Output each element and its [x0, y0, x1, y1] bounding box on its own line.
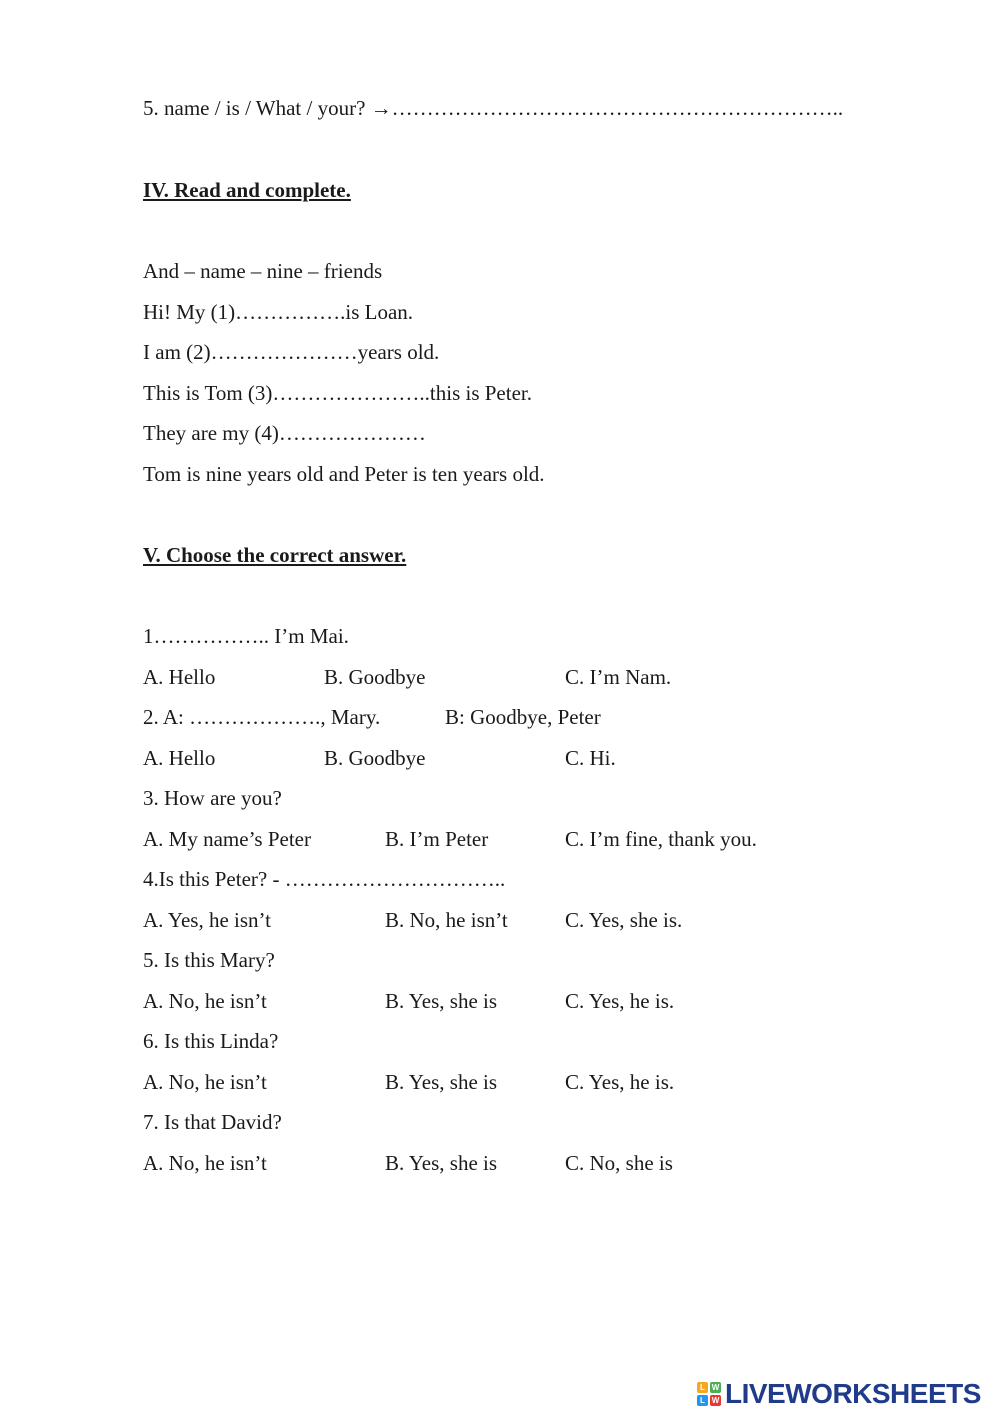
q7-option-c[interactable]: C. No, she is [565, 1151, 673, 1175]
arrow-right-icon: → [370, 96, 392, 120]
question-2: 2. A: ………………., Mary. [143, 705, 381, 729]
logo-block-3: L [697, 1395, 708, 1406]
q5-option-b[interactable]: B. Yes, she is [385, 989, 498, 1013]
q6-option-a[interactable]: A. No, he isn’t [143, 1070, 267, 1094]
logo-blocks-icon [697, 1382, 721, 1406]
q3-option-b[interactable]: B. I’m Peter [385, 827, 489, 851]
q3-option-c[interactable]: C. I’m fine, thank you. [565, 827, 757, 851]
logo-text: LIVEWORKSHEETS [725, 1378, 981, 1409]
fill-line-1[interactable]: Hi! My (1)…………….is Loan. [143, 300, 414, 324]
liveworksheets-logo [697, 1379, 981, 1409]
q1-option-a[interactable]: A. Hello [143, 665, 216, 689]
question-6: 6. Is this Linda? [143, 1029, 279, 1053]
q2-option-a[interactable]: A. Hello [143, 746, 216, 770]
q6-option-c[interactable]: C. Yes, he is. [565, 1070, 675, 1094]
q6-option-b[interactable]: B. Yes, she is [385, 1070, 498, 1094]
question-5: 5. Is this Mary? [143, 948, 275, 972]
question-5-reorder [143, 98, 843, 119]
q5-option-a[interactable]: A. No, he isn’t [143, 989, 267, 1013]
logo-block-4: W [711, 1396, 720, 1405]
q2-option-c[interactable]: C. Hi. [565, 746, 616, 770]
question-3: 3. How are you? [143, 786, 282, 810]
word-bank: And – name – nine – friends [143, 259, 383, 283]
q1-option-c[interactable]: C. I’m Nam. [565, 665, 672, 689]
logo-block-2: W [711, 1383, 720, 1392]
fill-line-2[interactable]: I am (2)…………………years old. [143, 340, 440, 364]
q1-option-b[interactable]: B. Goodbye [324, 665, 426, 689]
logo-block-1: L [697, 1382, 708, 1393]
question-1: 1…………….. I’m Mai. [143, 624, 349, 648]
q5-option-c[interactable]: C. Yes, he is. [565, 989, 675, 1013]
fill-line-3[interactable]: This is Tom (3)…………………..this is Peter. [143, 381, 532, 405]
section-v-heading: V. Choose the correct answer. [143, 543, 407, 567]
q7-option-b[interactable]: B. Yes, she is [385, 1151, 498, 1175]
q4-option-b[interactable]: B. No, he isn’t [385, 908, 508, 932]
q4-option-a[interactable]: A. Yes, he isn’t [143, 908, 271, 932]
section-iv-heading: IV. Read and complete. [143, 178, 351, 202]
fill-line-4[interactable]: They are my (4)………………… [143, 421, 426, 445]
q7-option-a[interactable]: A. No, he isn’t [143, 1151, 267, 1175]
reading-line-5: Tom is nine years old and Peter is ten years old. [143, 462, 545, 486]
q4-option-c[interactable]: C. Yes, she is. [565, 908, 683, 932]
question-text: 5. name / is / What / your? [143, 96, 371, 120]
q2-option-b[interactable]: B. Goodbye [324, 746, 426, 770]
question-4: 4.Is this Peter? - ………………………….. [143, 867, 506, 891]
q3-option-a[interactable]: A. My name’s Peter [143, 827, 311, 851]
answer-blank[interactable]: ……………………………………………………….. [391, 96, 844, 120]
question-2-reply: B: Goodbye, Peter [445, 705, 601, 729]
question-7: 7. Is that David? [143, 1110, 282, 1134]
